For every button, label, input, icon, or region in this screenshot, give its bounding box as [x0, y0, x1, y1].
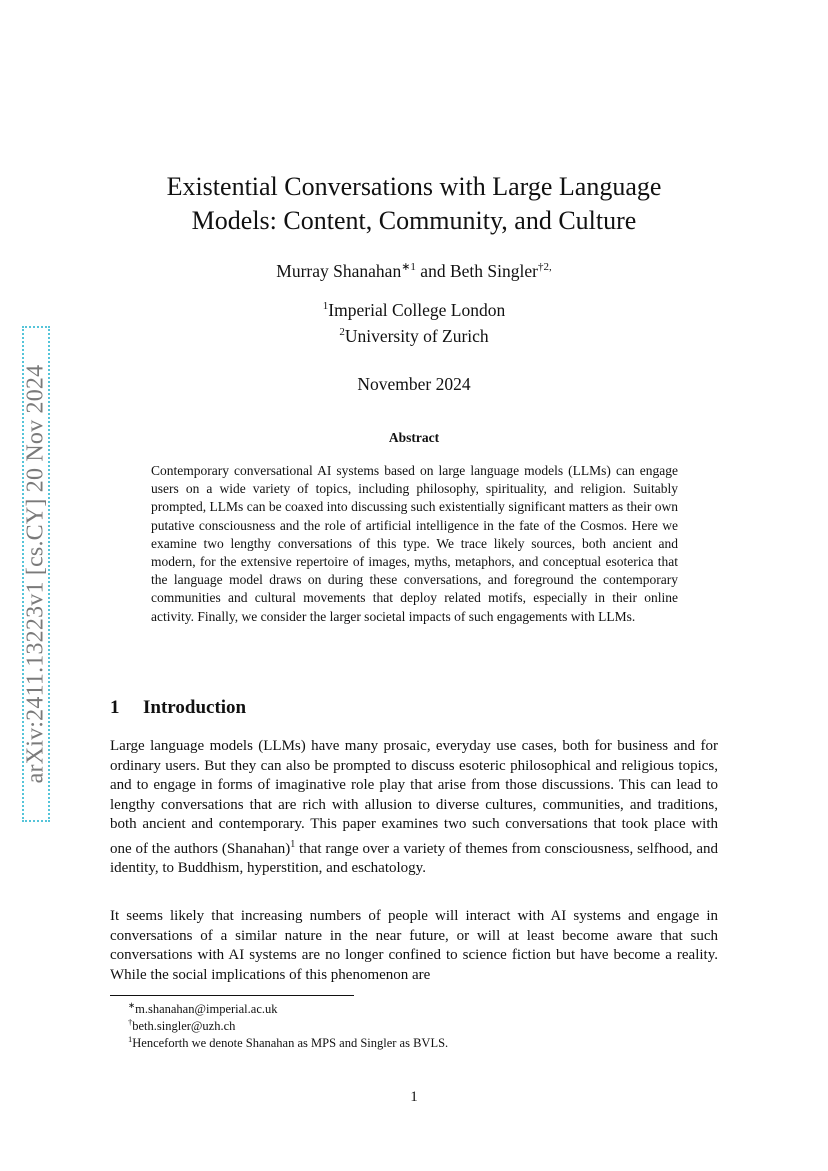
- title-line-2: Models: Content, Community, and Culture: [191, 206, 637, 235]
- author-name: Murray Shanahan: [276, 261, 402, 281]
- affiliation-mark: 2: [339, 326, 345, 338]
- footnote: [128, 1017, 235, 1034]
- title-line-1: Existential Conversations with Large Language: [166, 172, 662, 201]
- section-number: 1: [110, 697, 120, 718]
- arxiv-identifier: arXiv:2411.13223v1 [cs.CY] 20 Nov 2024: [22, 364, 49, 784]
- section-title: Introduction: [143, 697, 247, 718]
- footnote-mark: †: [128, 1017, 133, 1027]
- author-marks: ∗1: [401, 261, 416, 273]
- paragraph-text: Large language models (LLMs) have many prosaic, everyday use cases, both for business and for ordinary users. But they can also be prompted to discuss esoteric philosophical and religious topics, and to engage in forms of imaginative role play that arise from those discussions. This can lead to lengthy conversations that are rich with allusion to diverse cultures, communities, and traditions, both ancient and contemporary. This paper examines two such conversations that took place with one of the authors (Shanahan): [110, 738, 718, 857]
- footnote-mark: ∗: [128, 1000, 136, 1010]
- body-paragraph: [110, 737, 718, 879]
- paragraph-text: that range over a variety of themes from consciousness, selfhood, and identity, to Buddhism, hyperstition, and eschatology.: [110, 840, 718, 876]
- footnote-text: beth.singler@uzh.ch: [132, 1019, 236, 1033]
- footnote: [128, 1034, 448, 1051]
- footnote-text: m.shanahan@imperial.ac.uk: [135, 1002, 278, 1016]
- arxiv-stamp: [22, 326, 50, 822]
- affiliation-name: University of Zurich: [344, 326, 489, 346]
- affiliation-mark: 1: [322, 300, 329, 312]
- section-heading: [110, 697, 246, 719]
- affiliation-name: Imperial College London: [328, 300, 506, 320]
- abstract-text: Contemporary conversational AI systems based on large language models (LLMs) can engage users on a wide variety of topics, including philosophy, spirituality, and religion. Suitably prompted, LLMs can be coaxed into discussing such existentially significant matters as their own putative consciousness and the role of artificial intelligence in the fate of the Cosmos. Here we examine two lengthy conversations of this type. We trace likely sources, both ancient and modern, for the extensive repertoire of images, myths, metaphors, and conceptual esoterica that the language model draws on during these conversations, and foreground the contemporary communities and cultural movements that deploy related motifs, especially in their online activity. Finally, we consider the larger societal impacts of such engagements with LLMs.: [151, 463, 678, 624]
- publication-date: November 2024: [357, 374, 471, 394]
- affiliation: [100, 300, 728, 321]
- abstract-heading: Abstract: [388, 430, 440, 445]
- paper-title: [100, 170, 728, 238]
- footnote-reference: 1: [290, 838, 296, 850]
- footnote: [128, 1000, 278, 1017]
- author-name: Beth Singler: [449, 261, 538, 281]
- footnote-text: Henceforth we denote Shanahan as MPS and Singler as BVLS.: [132, 1036, 449, 1050]
- body-paragraph: [110, 907, 718, 985]
- paragraph-text: It seems likely that increasing numbers of people will interact with AI systems and engage in conversations of a similar nature in the near future, or will at least become aware that such conversations with AI systems are no longer confined to science fiction but have become a reality. While the social implications of this phenomenon are: [110, 908, 718, 983]
- footnote-mark: 1: [128, 1034, 133, 1044]
- author-list: [100, 260, 728, 282]
- footnote-divider: [110, 995, 354, 996]
- author-marks: †2,: [537, 261, 552, 273]
- page-number: 1: [410, 1089, 418, 1105]
- author-conjunction: and: [415, 261, 450, 281]
- affiliation: [100, 326, 728, 347]
